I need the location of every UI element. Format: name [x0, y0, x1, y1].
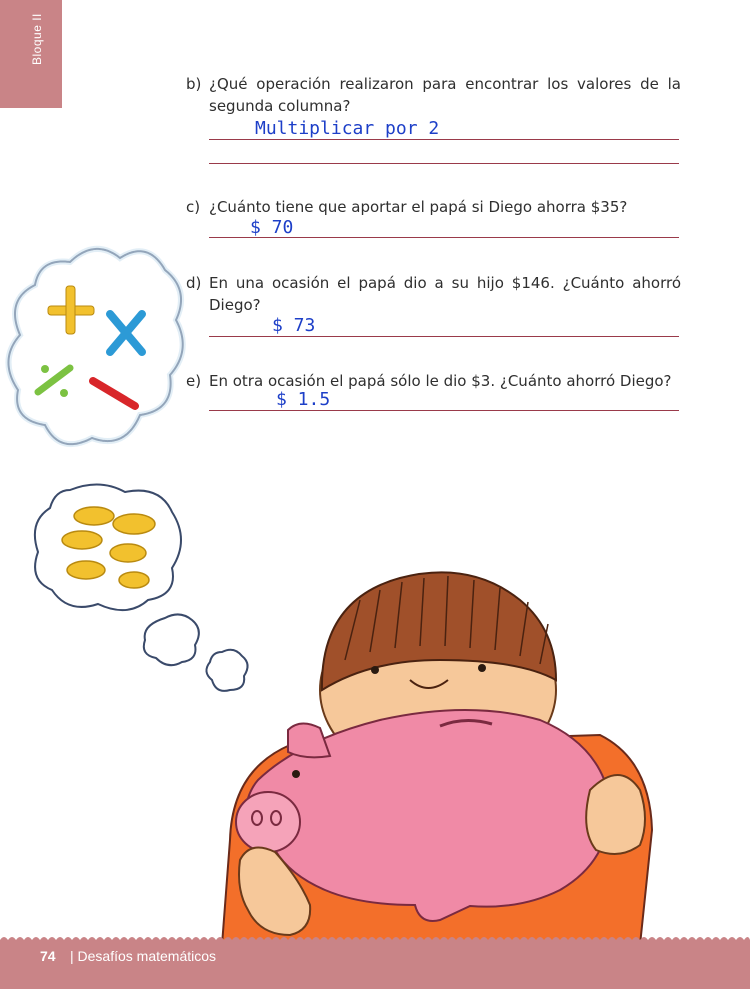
- block-label: Bloque II: [30, 13, 44, 65]
- page-number: 74: [40, 948, 56, 964]
- book-title: | Desafíos matemáticos: [70, 948, 216, 964]
- question-letter: b): [186, 75, 202, 93]
- boy-with-piggy-bank: [222, 572, 652, 945]
- question-letter: c): [186, 198, 201, 216]
- math-symbols-thought-cloud: [8, 249, 182, 444]
- answer-b[interactable]: Multiplicar por 2: [255, 118, 440, 139]
- answer-e[interactable]: $ 1.5: [276, 389, 331, 410]
- question-text: ¿Qué operación realizaron para encontrar los valores de la segunda columna?: [209, 75, 681, 115]
- answer-d[interactable]: $ 73: [272, 315, 316, 336]
- question-text: En otra ocasión el papá sólo le dio $3. ¿Cuánto ahorró Diego?: [209, 372, 672, 390]
- question-text: En una ocasión el papá dio a su hijo $146. ¿Cuánto ahorró Diego?: [209, 274, 681, 314]
- question-text: ¿Cuánto tiene que aportar el papá si Diego ahorra $35?: [209, 198, 628, 216]
- coins-thought-cloud: [35, 484, 248, 690]
- answer-c[interactable]: $ 70: [250, 217, 294, 238]
- question-letter: e): [186, 372, 202, 390]
- question-letter: d): [186, 274, 202, 292]
